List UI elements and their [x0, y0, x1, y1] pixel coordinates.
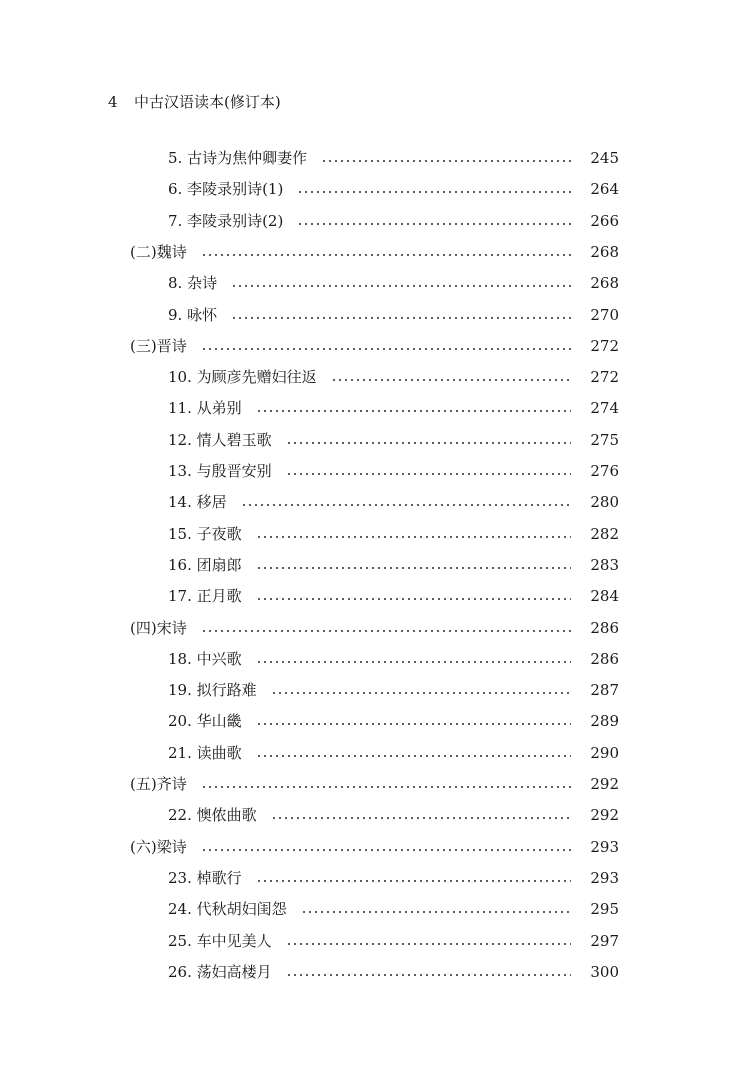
- toc-section-row: [0, 831, 730, 862]
- toc-entry-row: [0, 361, 730, 392]
- dot-leader: [256, 723, 571, 725]
- toc-entry-title: 17. 正月歌: [168, 586, 242, 605]
- toc-entry-row: [0, 486, 730, 517]
- dot-leader: [231, 285, 571, 287]
- toc-section-row: [0, 236, 730, 267]
- toc-entry-title: 6. 李陵录别诗(1): [168, 179, 284, 198]
- dot-leader: [231, 317, 571, 319]
- toc-entry-row: [0, 580, 730, 611]
- dot-leader: [297, 191, 571, 193]
- toc-entry-title: 8. 杂诗: [168, 273, 218, 292]
- dot-leader: [331, 379, 571, 381]
- toc-page-number: 292: [590, 774, 619, 793]
- book-title: 中古汉语读本(修订本): [134, 93, 281, 111]
- dot-leader: [286, 974, 571, 976]
- dot-leader: [256, 598, 571, 600]
- toc-entry-title: 26. 荡妇高楼月: [168, 962, 272, 981]
- toc-entry-title: 10. 为顾彦先赠妇往返: [168, 367, 317, 386]
- dot-leader: [256, 880, 571, 882]
- toc-page-number: 245: [590, 148, 619, 167]
- toc-entry-title: 19. 拟行路难: [168, 680, 257, 699]
- toc-page-number: 270: [590, 305, 619, 324]
- dot-leader: [201, 254, 571, 256]
- toc-entry-title: 12. 情人碧玉歌: [168, 430, 272, 449]
- toc-entry-title: 18. 中兴歌: [168, 649, 242, 668]
- dot-leader: [201, 348, 571, 350]
- toc-entry-row: [0, 205, 730, 236]
- toc-page-number: 286: [590, 649, 619, 668]
- toc-page-number: 284: [590, 586, 619, 605]
- dot-leader: [241, 504, 571, 506]
- toc-entry-title: 23. 棹歌行: [168, 868, 242, 887]
- toc-entry-row: [0, 455, 730, 486]
- toc-entry-title: 15. 子夜歌: [168, 524, 242, 543]
- toc-entry-title: 14. 移居: [168, 492, 227, 511]
- toc-page-number: 268: [590, 242, 619, 261]
- toc-entry-row: [0, 392, 730, 423]
- toc-entry-row: [0, 549, 730, 580]
- toc-page-number: 275: [590, 430, 619, 449]
- toc-entry-row: [0, 737, 730, 768]
- dot-leader: [201, 849, 571, 851]
- toc-section-row: [0, 768, 730, 799]
- toc-entry-row: [0, 893, 730, 924]
- dot-leader: [256, 410, 571, 412]
- dot-leader: [201, 630, 571, 632]
- toc-entry-title: 16. 团扇郎: [168, 555, 242, 574]
- toc-section-title: (六)梁诗: [130, 837, 187, 856]
- toc-page-number: 272: [590, 367, 619, 386]
- toc-entry-row: [0, 674, 730, 705]
- toc-entry-row: [0, 705, 730, 736]
- toc-page-number: 290: [590, 743, 619, 762]
- dot-leader: [256, 661, 571, 663]
- dot-leader: [256, 536, 571, 538]
- toc-entry-title: 13. 与殷晋安别: [168, 461, 272, 480]
- toc-entry-row: [0, 925, 730, 956]
- dot-leader: [286, 943, 571, 945]
- toc-entry-row: [0, 424, 730, 455]
- toc-entry-row: [0, 173, 730, 204]
- dot-leader: [201, 786, 571, 788]
- toc-entry-row: [0, 956, 730, 987]
- toc-page-number: 295: [590, 899, 619, 918]
- dot-leader: [271, 692, 571, 694]
- dot-leader: [286, 473, 571, 475]
- toc-page-number: 297: [590, 931, 619, 950]
- dot-leader: [286, 442, 571, 444]
- toc-entry-title: 9. 咏怀: [168, 305, 218, 324]
- toc-page-number: 293: [590, 868, 619, 887]
- toc-page-number: 264: [590, 179, 619, 198]
- dot-leader: [321, 160, 571, 162]
- toc-entry-title: 11. 从弟别: [168, 398, 242, 417]
- toc-page-number: 276: [590, 461, 619, 480]
- toc-page-number: 300: [590, 962, 619, 981]
- dot-leader: [271, 817, 571, 819]
- toc-entry-row: [0, 518, 730, 549]
- toc-page-number: 283: [590, 555, 619, 574]
- dot-leader: [297, 223, 571, 225]
- dot-leader: [256, 755, 571, 757]
- page-number: 4: [108, 93, 118, 111]
- toc-section-title: (三)晋诗: [130, 336, 187, 355]
- toc-page-number: 293: [590, 837, 619, 856]
- toc-entry-row: [0, 799, 730, 830]
- toc-section-title: (四)宋诗: [130, 618, 187, 637]
- toc-page-number: 282: [590, 524, 619, 543]
- toc-entry-row: [0, 142, 730, 173]
- toc-section-title: (五)齐诗: [130, 774, 187, 793]
- toc-entry-title: 21. 读曲歌: [168, 743, 242, 762]
- toc-entry-row: [0, 862, 730, 893]
- toc-entry-row: [0, 267, 730, 298]
- dot-leader: [301, 911, 571, 913]
- toc-entry-title: 20. 华山畿: [168, 711, 242, 730]
- toc-page-number: 286: [590, 618, 619, 637]
- toc-section-row: [0, 612, 730, 643]
- toc-entry-title: 24. 代秋胡妇闺怨: [168, 899, 287, 918]
- dot-leader: [256, 567, 571, 569]
- toc-page-number: 266: [590, 211, 619, 230]
- toc-entry-title: 22. 懊侬曲歌: [168, 805, 257, 824]
- toc-page-number: 287: [590, 680, 619, 699]
- toc-page-number: 268: [590, 273, 619, 292]
- toc-page-number: 289: [590, 711, 619, 730]
- toc-section-title: (二)魏诗: [130, 242, 187, 261]
- toc-section-row: [0, 330, 730, 361]
- toc-page-number: 292: [590, 805, 619, 824]
- toc-page-number: 274: [590, 398, 619, 417]
- running-head: [108, 92, 281, 112]
- toc-entry-title: 7. 李陵录别诗(2): [168, 211, 284, 230]
- toc-entry-row: [0, 299, 730, 330]
- toc-page-number: 272: [590, 336, 619, 355]
- toc-entry-title: 5. 古诗为焦仲卿妻作: [168, 148, 308, 167]
- toc-page-number: 280: [590, 492, 619, 511]
- toc-entry-row: [0, 643, 730, 674]
- toc-entry-title: 25. 车中见美人: [168, 931, 272, 950]
